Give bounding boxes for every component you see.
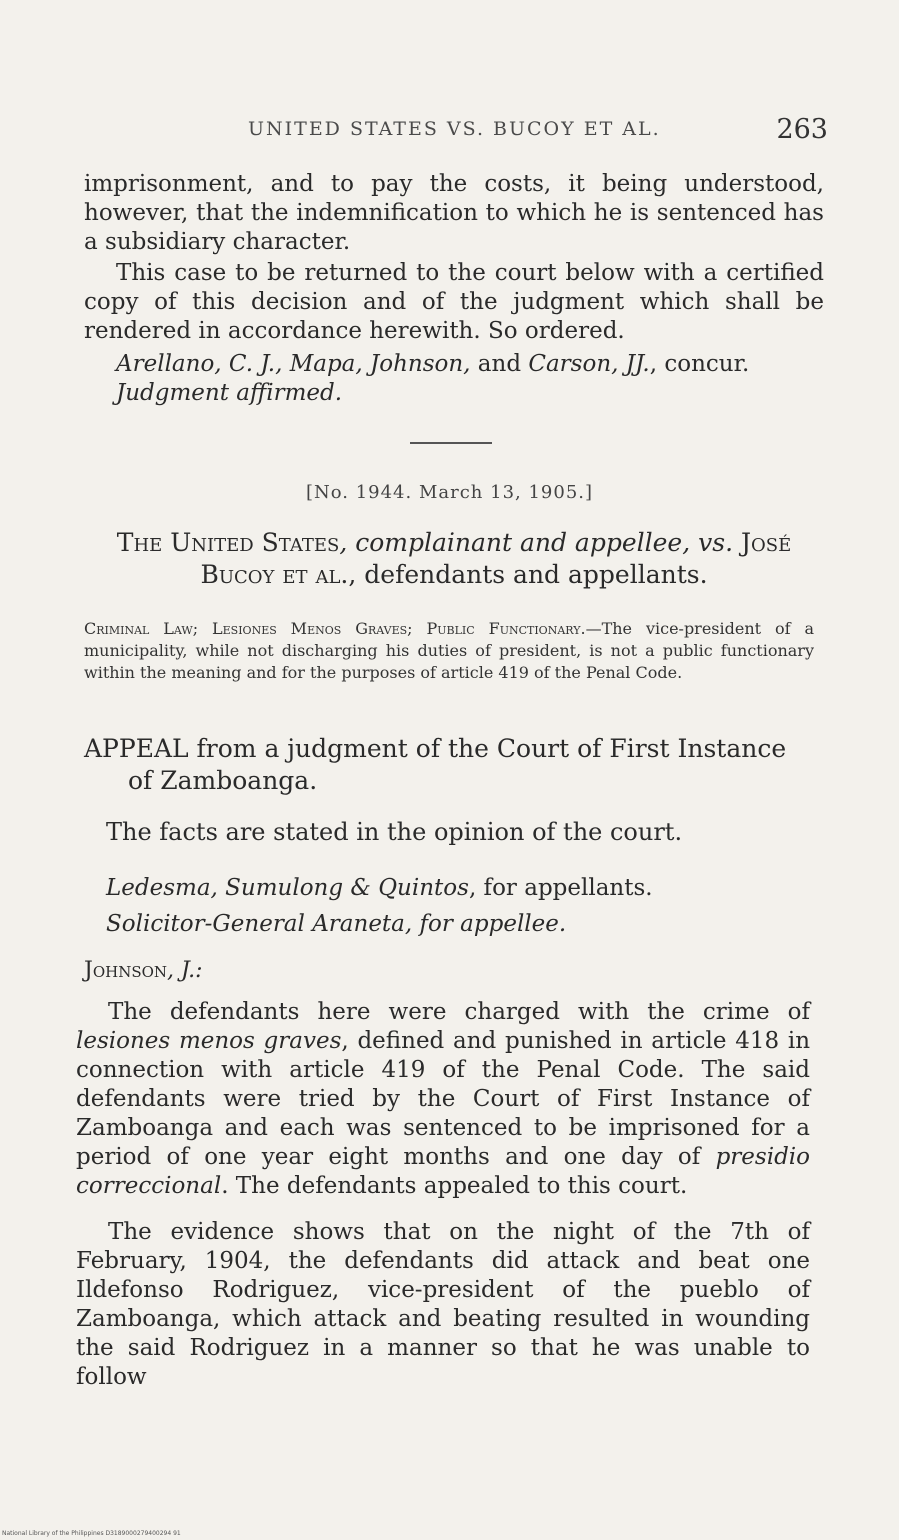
previous-case-conclusion <box>84 170 824 408</box>
docket-line: [No. 1944. March 13, 1905.] <box>305 482 594 503</box>
running-header <box>248 114 828 145</box>
syllabus-body: —The vice-president of a municipality, while not discharging his duties of president, is not a public functionary within the meaning and for the purposes of article 419 of the Penal Code. <box>84 619 815 682</box>
party-defendant: José Bucoy et al. <box>200 528 792 589</box>
concurrence-line <box>84 350 824 379</box>
page-number: 263 <box>776 114 828 145</box>
disposition: Judgment affirmed. <box>116 380 343 406</box>
judge-name: Johnson <box>84 958 168 983</box>
counsel-appellee <box>106 906 653 942</box>
paragraph-sentence: imprisonment, and to pay the costs, it being understood, however, that the indemnification to which he is sentenced has a subsidiary character. <box>84 171 824 255</box>
opinion-text-a: The defendants here were charged with the crime of <box>108 999 810 1025</box>
opinion-paragraph-1 <box>76 998 810 1201</box>
syllabus-heading: Criminal Law; Lesiones Menos Graves; Public Functionary. <box>84 619 586 638</box>
opinion-paragraph-2-text: The evidence shows that on the night of the 7th of February, 1904, the defendants did attack and beat one Ildefonso Rodriguez, vice-president of the pueblo of Zamboanga, which attack and beating resulted in wounding the said Rodriguez in a manner so that he was unable to follow <box>76 1219 810 1390</box>
crime-term: lesiones menos graves <box>76 1028 342 1054</box>
judge-suffix: , J.: <box>167 958 203 983</box>
concurring-justices: Arellano, C. J., Mapa, Johnson, <box>116 351 471 377</box>
opinion-paragraph-1-text <box>76 998 810 1201</box>
party-plaintiff: The United States <box>116 528 340 557</box>
penalty-term: presidio correccional <box>76 1144 810 1199</box>
counsel-appellants-role: , for appellants. <box>468 875 653 901</box>
opinion-author <box>84 958 203 983</box>
defendant-role: , defendants and appellants. <box>348 560 708 589</box>
case-title <box>84 527 824 591</box>
counsel-appellee-role: , for appellee. <box>404 911 567 937</box>
facts-statement: The facts are stated in the opinion of the court. <box>106 818 683 846</box>
running-title: UNITED STATES VS. BUCOY ET AL. <box>248 118 661 140</box>
counsel-appellants-name: Ledesma, Sumulong & Quintos <box>106 875 469 901</box>
appeal-statement: APPEAL from a judgment of the Court of First Instance of Zamboanga. <box>84 734 787 795</box>
concur-and: and <box>470 351 529 377</box>
counsel-block <box>106 870 653 942</box>
counsel-appellants <box>106 870 653 906</box>
paragraph-remand: This case to be returned to the court below with a certified copy of this decision and of the judgment which shall be rendered in accordance herewith. So ordered. <box>84 260 824 344</box>
counsel-appellee-name: Solicitor-General Araneta <box>106 911 405 937</box>
opinion-text-b: , defined and punished in article 418 in connection with article 419 of the Penal Code. The said defendants were tried by the Court of First Instance of Zamboanga and each was sentenced to be imprisoned for a period of one year eight months and one day of <box>76 1028 811 1170</box>
versus: vs. <box>698 528 734 557</box>
opinion-text-c: . The defendants appealed to this court. <box>221 1173 688 1199</box>
plaintiff-role: , complainant and appellee, <box>339 528 699 557</box>
scan-footer: National Library of the Philippines D3189000279400294 91 <box>2 1530 181 1537</box>
syllabus <box>84 618 814 684</box>
section-divider <box>410 442 492 444</box>
opinion-paragraph-2 <box>76 1218 810 1392</box>
concur-tail: , concur. <box>649 351 750 377</box>
concurring-justice-last: Carson, JJ. <box>528 351 650 377</box>
